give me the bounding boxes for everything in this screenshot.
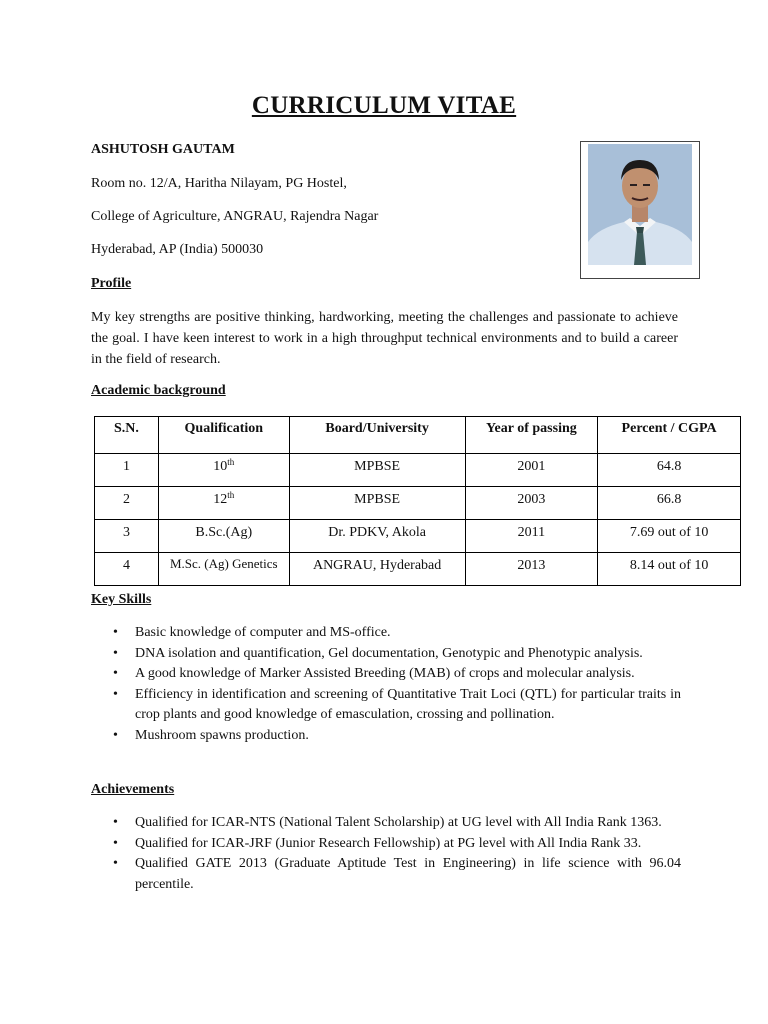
board-cell: MPBSE bbox=[289, 454, 465, 487]
bullet-icon: • bbox=[113, 727, 118, 743]
percent-cell: 64.8 bbox=[598, 454, 741, 487]
percent-cell: 7.69 out of 10 bbox=[598, 520, 741, 553]
achievements-heading: Achievements bbox=[91, 782, 175, 797]
list-item bbox=[91, 854, 681, 895]
bullet-icon: • bbox=[113, 835, 118, 851]
profile-text: My key strengths are positive thinking, hardworking, meeting the challenges and passionate to achieve the goal. I have keen interest to work in a high throughput technical environments and to build a career in the field of research. bbox=[91, 310, 678, 367]
bullet-icon: • bbox=[113, 645, 118, 661]
list-item bbox=[91, 664, 681, 685]
achievement-text: Qualified for ICAR-NTS (National Talent Scholarship) at UG level with All India Rank 1363. bbox=[135, 815, 662, 830]
skills-heading: Key Skills bbox=[91, 592, 152, 607]
photo-frame bbox=[580, 141, 700, 279]
qualification-cell bbox=[158, 487, 289, 520]
skill-text: A good knowledge of Marker Assisted Breeding (MAB) of crops and molecular analysis. bbox=[135, 666, 635, 681]
ordinal-suffix: th bbox=[227, 457, 235, 467]
qualification-cell bbox=[158, 454, 289, 487]
achievements-list bbox=[91, 813, 681, 895]
list-item bbox=[91, 834, 681, 855]
candidate-name: ASHUTOSH GAUTAM bbox=[91, 142, 235, 157]
address-line-1: Room no. 12/A, Haritha Nilayam, PG Hostel, bbox=[91, 176, 347, 191]
list-item bbox=[91, 644, 681, 665]
portrait-photo-icon bbox=[588, 144, 692, 265]
column-header: Year of passing bbox=[465, 417, 598, 454]
achievement-text: Qualified GATE 2013 (Graduate Aptitude Test in Engineering) in life science with 96.04 percentile. bbox=[135, 856, 681, 892]
percent-cell: 8.14 out of 10 bbox=[598, 553, 741, 586]
list-item bbox=[91, 726, 681, 747]
bullet-icon: • bbox=[113, 666, 118, 681]
board-cell: Dr. PDKV, Akola bbox=[289, 520, 465, 553]
table-row bbox=[95, 553, 741, 586]
academic-table bbox=[94, 416, 741, 586]
academic-heading: Academic background bbox=[91, 383, 226, 398]
address-line-2: College of Agriculture, ANGRAU, Rajendra Nagar bbox=[91, 209, 379, 224]
column-header: Percent / CGPA bbox=[598, 417, 741, 454]
table-row bbox=[95, 454, 741, 487]
qualification-text: 10 bbox=[213, 459, 228, 474]
skill-text: Efficiency in identification and screening of Quantitative Trait Loci (QTL) for particular traits in crop plants and good knowledge of emasculation, crossing and pollination. bbox=[135, 686, 681, 722]
skill-text: Mushroom spawns production. bbox=[135, 727, 309, 743]
percent-cell: 66.8 bbox=[598, 487, 741, 520]
sn-cell: 2 bbox=[95, 487, 159, 520]
page-title: CURRICULUM VITAE bbox=[251, 92, 517, 119]
bullet-icon: • bbox=[113, 856, 118, 871]
skills-list bbox=[91, 623, 681, 746]
list-item bbox=[91, 623, 681, 644]
sn-cell: 4 bbox=[95, 553, 159, 586]
qualification-text: 12 bbox=[213, 492, 228, 507]
bullet-icon: • bbox=[113, 815, 118, 830]
column-header: S.N. bbox=[95, 417, 159, 454]
year-cell: 2001 bbox=[465, 454, 598, 487]
board-cell: MPBSE bbox=[289, 487, 465, 520]
profile-heading: Profile bbox=[91, 276, 132, 291]
table-row bbox=[95, 487, 741, 520]
board-cell: ANGRAU, Hyderabad bbox=[289, 553, 465, 586]
list-item bbox=[91, 685, 681, 726]
ordinal-suffix: th bbox=[227, 490, 235, 500]
achievement-text: Qualified for ICAR-JRF (Junior Research Fellowship) at PG level with All India Rank 33. bbox=[135, 835, 642, 851]
bullet-icon: • bbox=[113, 686, 118, 702]
portrait-photo bbox=[588, 144, 692, 265]
skill-text: DNA isolation and quantification, Gel documentation, Genotypic and Phenotypic analysis. bbox=[135, 645, 643, 661]
table-row bbox=[95, 520, 741, 553]
list-item bbox=[91, 813, 681, 834]
qualification-cell: M.Sc. (Ag) Genetics bbox=[158, 553, 289, 586]
table-header-row bbox=[95, 417, 741, 454]
column-header: Qualification bbox=[158, 417, 289, 454]
address-line-3: Hyderabad, AP (India) 500030 bbox=[91, 242, 264, 257]
year-cell: 2003 bbox=[465, 487, 598, 520]
column-header: Board/University bbox=[289, 417, 465, 454]
year-cell: 2013 bbox=[465, 553, 598, 586]
skill-text: Basic knowledge of computer and MS-office. bbox=[135, 625, 391, 640]
sn-cell: 3 bbox=[95, 520, 159, 553]
year-cell: 2011 bbox=[465, 520, 598, 553]
bullet-icon: • bbox=[113, 625, 118, 640]
sn-cell: 1 bbox=[95, 454, 159, 487]
qualification-cell: B.Sc.(Ag) bbox=[158, 520, 289, 553]
